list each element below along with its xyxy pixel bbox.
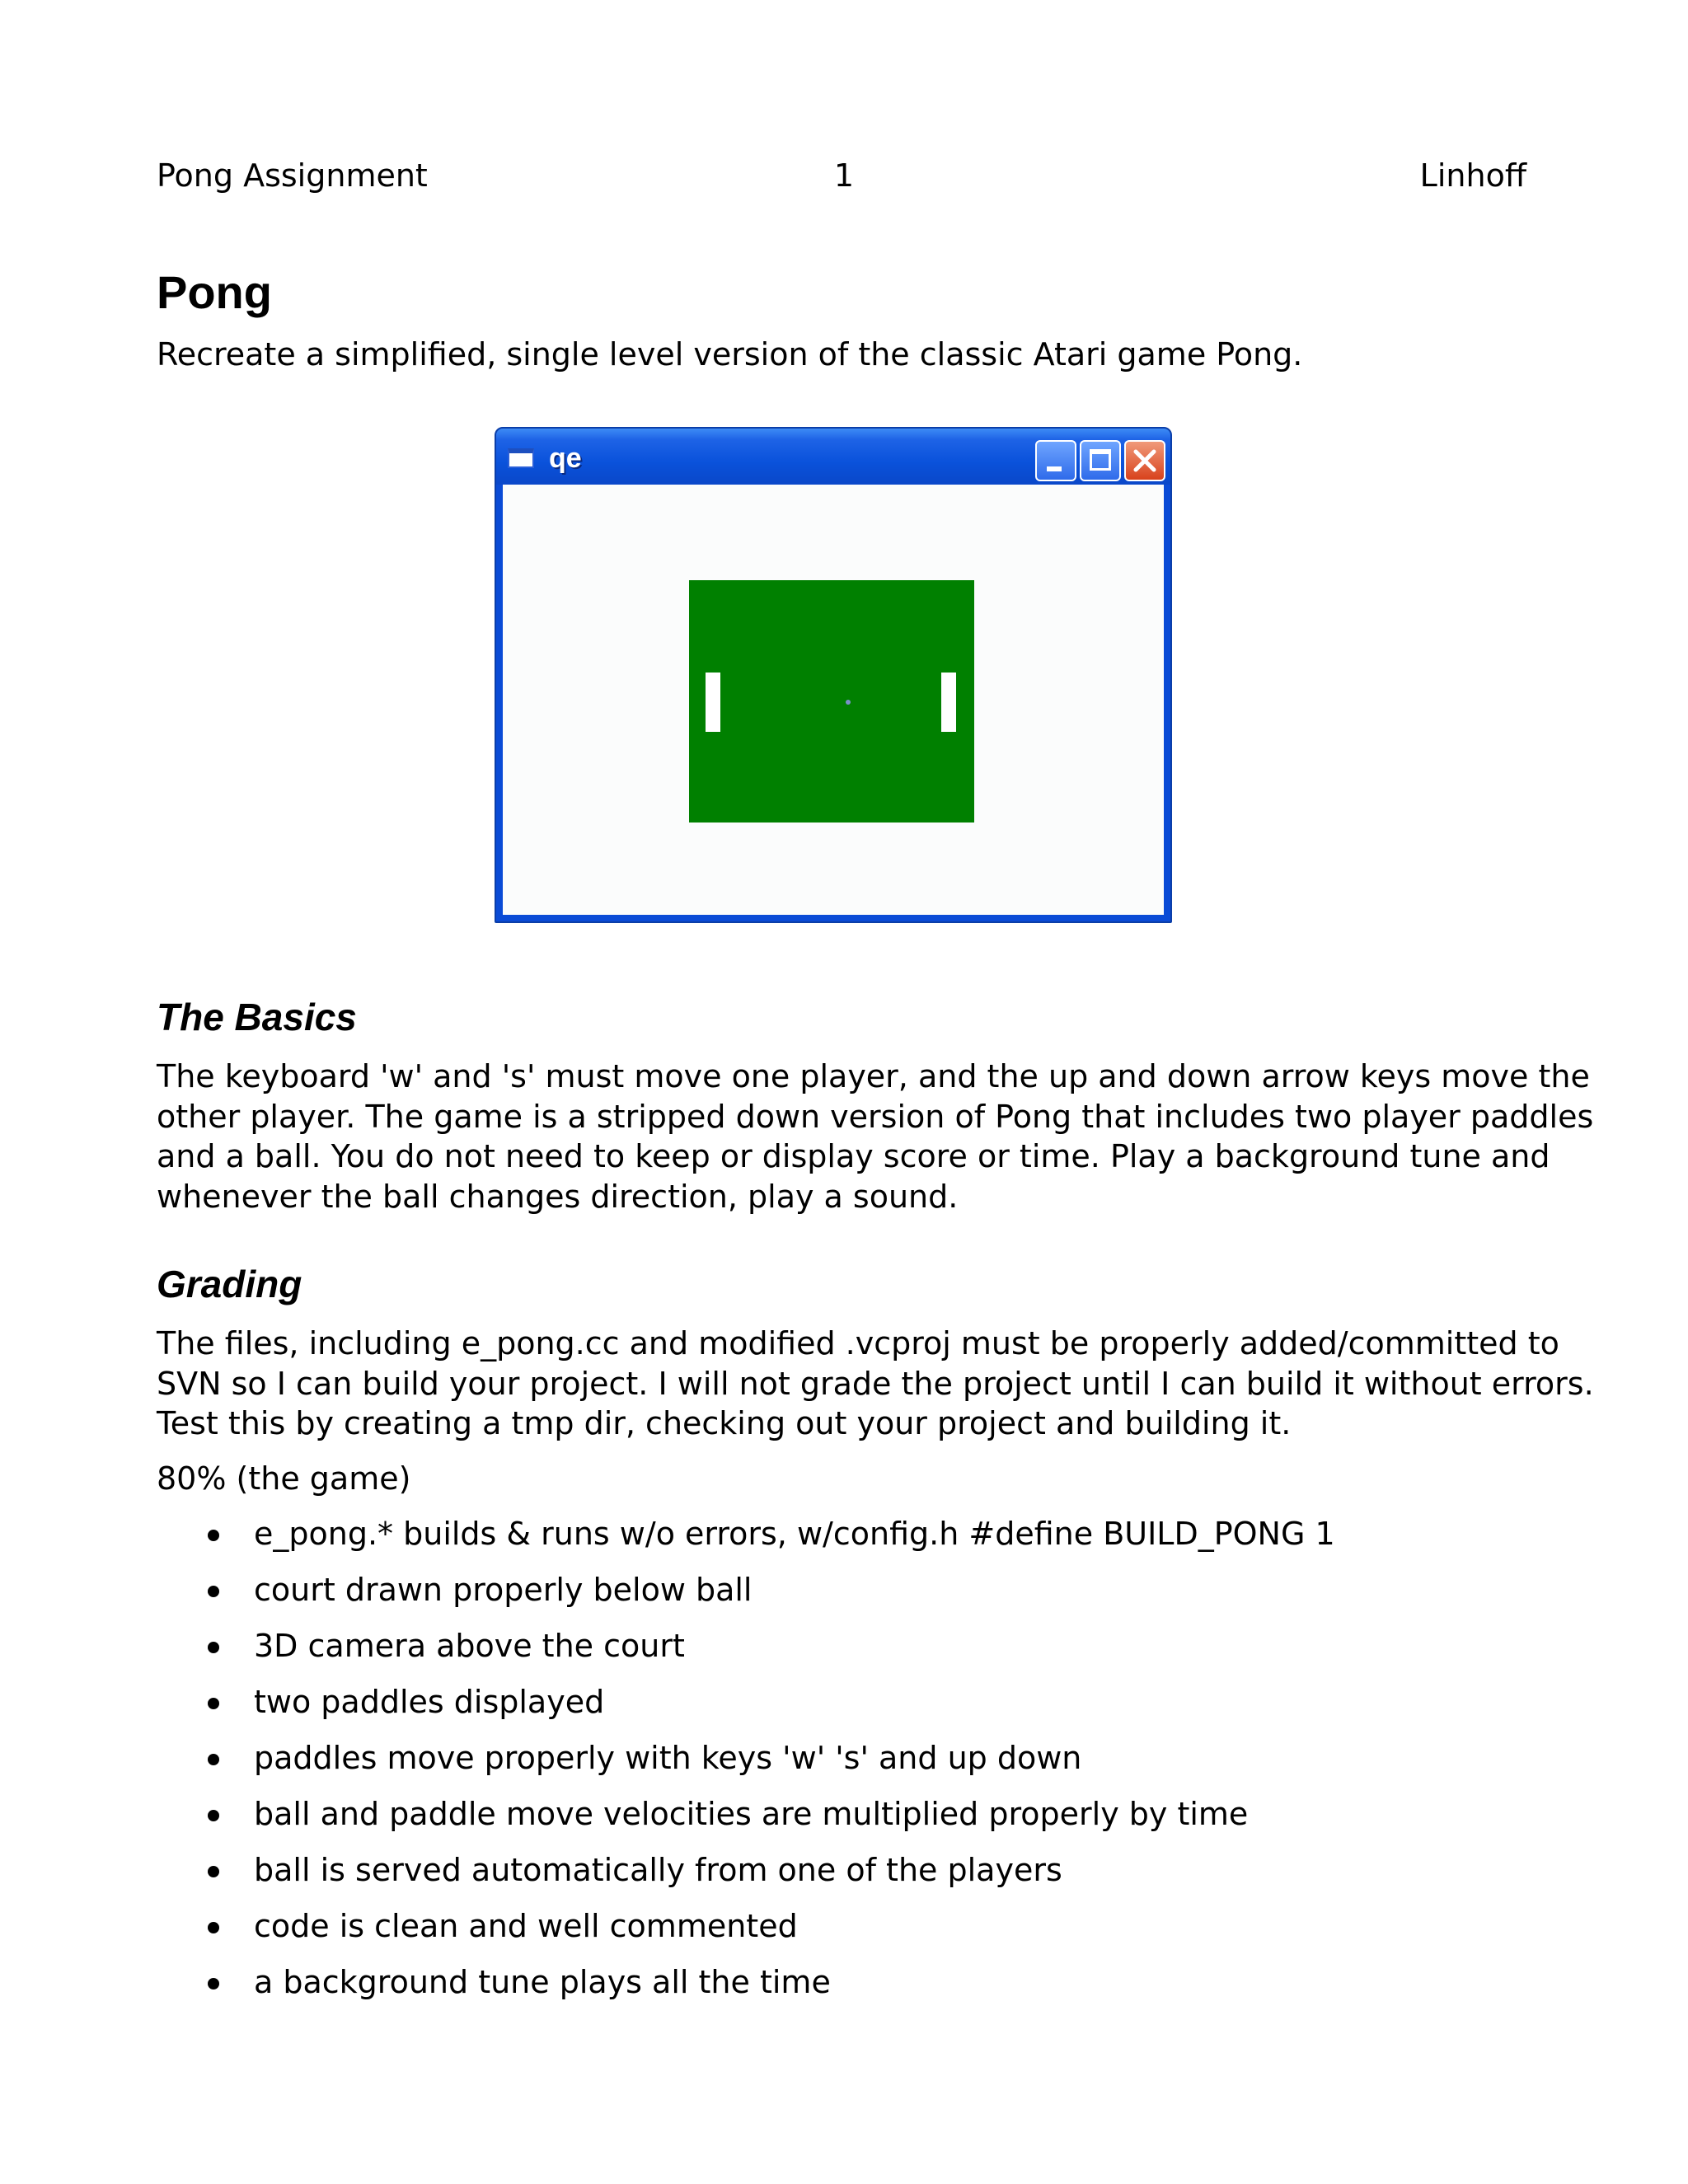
list-item-text: e_pong.* builds & runs w/o errors, w/config.h #define BUILD_PONG 1 [254,1516,1335,1552]
header-right: Linhoff [1419,157,1526,194]
list-item-text: court drawn properly below ball [254,1572,753,1608]
maximize-icon [1090,449,1111,471]
list-item-text: ball and paddle move velocities are multiplied properly by time [254,1796,1249,1832]
window-client-area [503,485,1164,915]
list-item [157,1905,1335,1961]
bullet-icon [208,1978,219,1990]
list-item [157,1849,1335,1905]
bullet-icon [208,1530,219,1541]
bullet-icon [208,1866,219,1877]
close-icon [1126,442,1164,480]
window-titlebar [496,429,1170,485]
pong-ball [846,700,851,705]
grading-line: SVN so I can build your project. I will not grade the project until I can build it without errors. [157,1365,1594,1402]
bullet-icon [208,1754,219,1765]
bullet-icon [208,1810,219,1821]
right-paddle [941,673,956,732]
game-window-screenshot [495,427,1172,923]
section-heading-grading: Grading [157,1263,302,1305]
intro-paragraph: Recreate a simplified, single level version of the classic Atari game Pong. [157,336,1303,373]
maximize-button[interactable] [1080,440,1121,481]
list-item [157,1793,1335,1849]
grading-criteria-list [157,1513,1335,2018]
list-item-text: code is clean and well commented [254,1908,798,1944]
window-title: qe [549,443,582,474]
header-left: Pong Assignment [157,157,428,194]
grading-line: The files, including e_pong.cc and modified .vcproj must be properly added/committed to [157,1325,1559,1361]
list-item [157,1569,1335,1625]
list-item [157,1625,1335,1681]
grading-line: Test this by creating a tmp dir, checking out your project and building it. [157,1405,1292,1441]
list-item [157,1681,1335,1737]
list-item-text: two paddles displayed [254,1684,605,1720]
basics-paragraph [157,1057,1594,1216]
minimize-button[interactable] [1035,440,1076,481]
bullet-icon [208,1698,219,1709]
bullet-icon [208,1586,219,1597]
section-heading-basics: The Basics [157,996,357,1038]
list-item [157,1961,1335,2018]
bullet-icon [208,1642,219,1653]
list-item [157,1513,1335,1569]
page-title: Pong [157,266,272,318]
list-item-text: paddles move properly with keys 'w' 's' and up down [254,1740,1082,1776]
app-window-icon [508,448,534,468]
close-button[interactable] [1124,440,1165,481]
list-item-text: a background tune plays all the time [254,1964,831,2000]
page-number: 1 [833,157,855,194]
basics-line: other player. The game is a stripped down version of Pong that includes two player paddles [157,1098,1594,1135]
basics-line: The keyboard 'w' and 's' must move one player, and the up and down arrow keys move the [157,1058,1590,1094]
minimize-icon [1047,466,1062,471]
left-paddle [706,673,720,732]
bullet-icon [208,1922,219,1933]
grading-paragraph [157,1324,1594,1444]
basics-line: and a ball. You do not need to keep or display score or time. Play a background tune and [157,1138,1550,1174]
pong-court [689,580,974,823]
list-item [157,1737,1335,1793]
list-item-text: 3D camera above the court [254,1628,685,1664]
basics-line: whenever the ball changes direction, play a sound. [157,1178,959,1215]
grading-percent-label: 80% (the game) [157,1460,411,1497]
list-item-text: ball is served automatically from one of the players [254,1852,1062,1888]
